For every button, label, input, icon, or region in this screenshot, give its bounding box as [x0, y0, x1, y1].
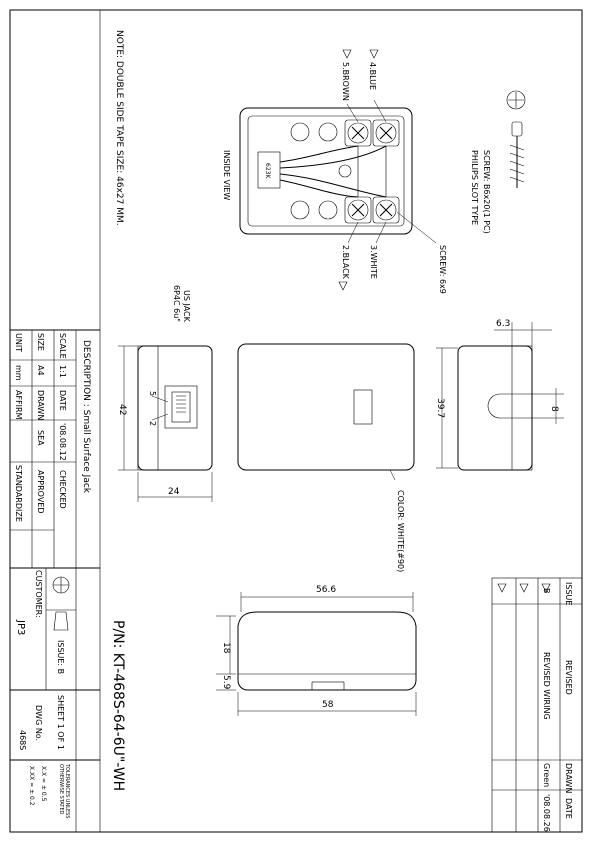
revision-triangle-icon [370, 50, 378, 58]
post-4 [319, 201, 337, 219]
dim-42: 42 [117, 404, 127, 416]
dwg-label: DWG No. [34, 705, 43, 742]
wire-blue [280, 146, 386, 168]
chip-label: 623K [264, 163, 271, 179]
approved-label: APPROVED [36, 470, 45, 514]
post-3 [291, 201, 309, 219]
wire-black [280, 180, 358, 197]
rev-row-date: '08.08.26 [542, 794, 551, 832]
screw-big-label: SCREW: B6x20(1 PC) [482, 150, 491, 234]
front-slot [354, 390, 372, 424]
part-number: P/N: KT-468S-64-6U"-WH [110, 620, 126, 792]
revision-triangle-icon [498, 584, 506, 592]
scale-value: 1:1 [58, 365, 67, 378]
date-label: DATE [58, 390, 67, 411]
rev-date-header: DATE [564, 798, 573, 819]
inside-view [222, 108, 412, 234]
post-1 [291, 123, 309, 141]
dim-18: 18 [221, 642, 231, 654]
front-view [238, 344, 414, 470]
screw-type-label: PHILIPS SLOT TYPE [470, 150, 479, 226]
wire-label-black: 2.BLACK [341, 245, 350, 279]
rev-row-revised: REVISED WIRING [542, 652, 551, 720]
rev-row-drawn: Green [542, 763, 551, 788]
rev-drawn-header: DRAWN [564, 763, 573, 794]
screw-small-label: SCREW: 6x9 [438, 245, 447, 294]
revision-triangle-icon [339, 282, 347, 290]
tolerance-4: X.XX = ± 0.2 [28, 766, 35, 806]
rev-issue-header: ISSUE [564, 582, 573, 606]
revision-triangle-icon [520, 584, 528, 592]
screw-terminal-5 [345, 120, 371, 146]
screw-terminal-4 [373, 120, 399, 146]
issue-label: ISSUE: B [56, 640, 65, 675]
dim-24: 24 [168, 487, 180, 497]
dim-58: 58 [322, 700, 334, 710]
drawn-value: SEA [36, 430, 45, 446]
jack-label-2: 6P4C 6u" [172, 285, 181, 322]
jack-housing [138, 346, 212, 470]
tolerance-2: OTHERWISE STATED [58, 764, 64, 815]
unit-value: mm [14, 365, 23, 381]
affirm-label: AFFIRM [14, 390, 23, 420]
jack-pin-2: 2 [148, 421, 157, 427]
dwg-value: 468S [18, 730, 27, 751]
wire-label-blue: 4.BLUE [368, 62, 377, 91]
dim-39-7: 39.7 [435, 398, 445, 419]
standardize-label: STANDARDIZE [14, 465, 23, 522]
tolerance-1: TOLERANCES UNLESS [64, 764, 70, 819]
wire-label-brown: 5.BROWN [341, 62, 350, 101]
tolerance-3: X.X = ± 0.5 [40, 766, 47, 802]
screw-terminal-3 [373, 197, 399, 223]
sheet-label: SHEET 1 OF 1 [56, 695, 65, 750]
jack-view [138, 346, 212, 470]
wire-label-white: 3.WHITE [369, 245, 378, 279]
revision-block [492, 578, 582, 832]
jack-pin-5: 5 [148, 391, 157, 397]
screw-icon [507, 91, 525, 188]
dim-5-9: 5.9 [221, 675, 231, 690]
color-label: COLOR: WHITE(#90) [396, 490, 405, 573]
company-logo-icon [53, 577, 69, 630]
revision-triangle-icon [343, 50, 351, 58]
dim-8: 8 [549, 406, 559, 412]
customer-value: JP3 [15, 620, 26, 636]
size-label: SIZE [36, 333, 45, 351]
customer-label: CUSTOMER: [34, 570, 43, 618]
top-view [458, 346, 532, 470]
size-value: A4 [36, 365, 45, 376]
note-text: NOTE: DOUBLE SIDE TAPE SIZE: 46x27 MM. [114, 30, 124, 226]
unit-label: UNIT [14, 333, 23, 353]
bottom-view [238, 612, 416, 690]
rev-row-issue: B [542, 588, 551, 594]
sheet-border-outer [10, 10, 582, 832]
drawn-label: DRAWN [36, 390, 45, 421]
description: DESCRIPTION : Small Surface Jack [81, 340, 91, 494]
jack-label-1: US JACK [182, 290, 191, 322]
sheet-border-inner [100, 10, 582, 832]
rev-revised-header: REVISED [564, 660, 573, 695]
date-value: '08.08.12 [58, 423, 67, 461]
screw-terminal-2 [345, 197, 371, 223]
scale-label: SCALE [58, 333, 67, 359]
checked-label: CHECKED [58, 470, 67, 509]
post-2 [319, 123, 337, 141]
dim-56-6: 56.6 [316, 585, 337, 595]
dim-6-3: 6.3 [496, 319, 511, 329]
inside-view-label: INSIDE VIEW [222, 150, 231, 201]
